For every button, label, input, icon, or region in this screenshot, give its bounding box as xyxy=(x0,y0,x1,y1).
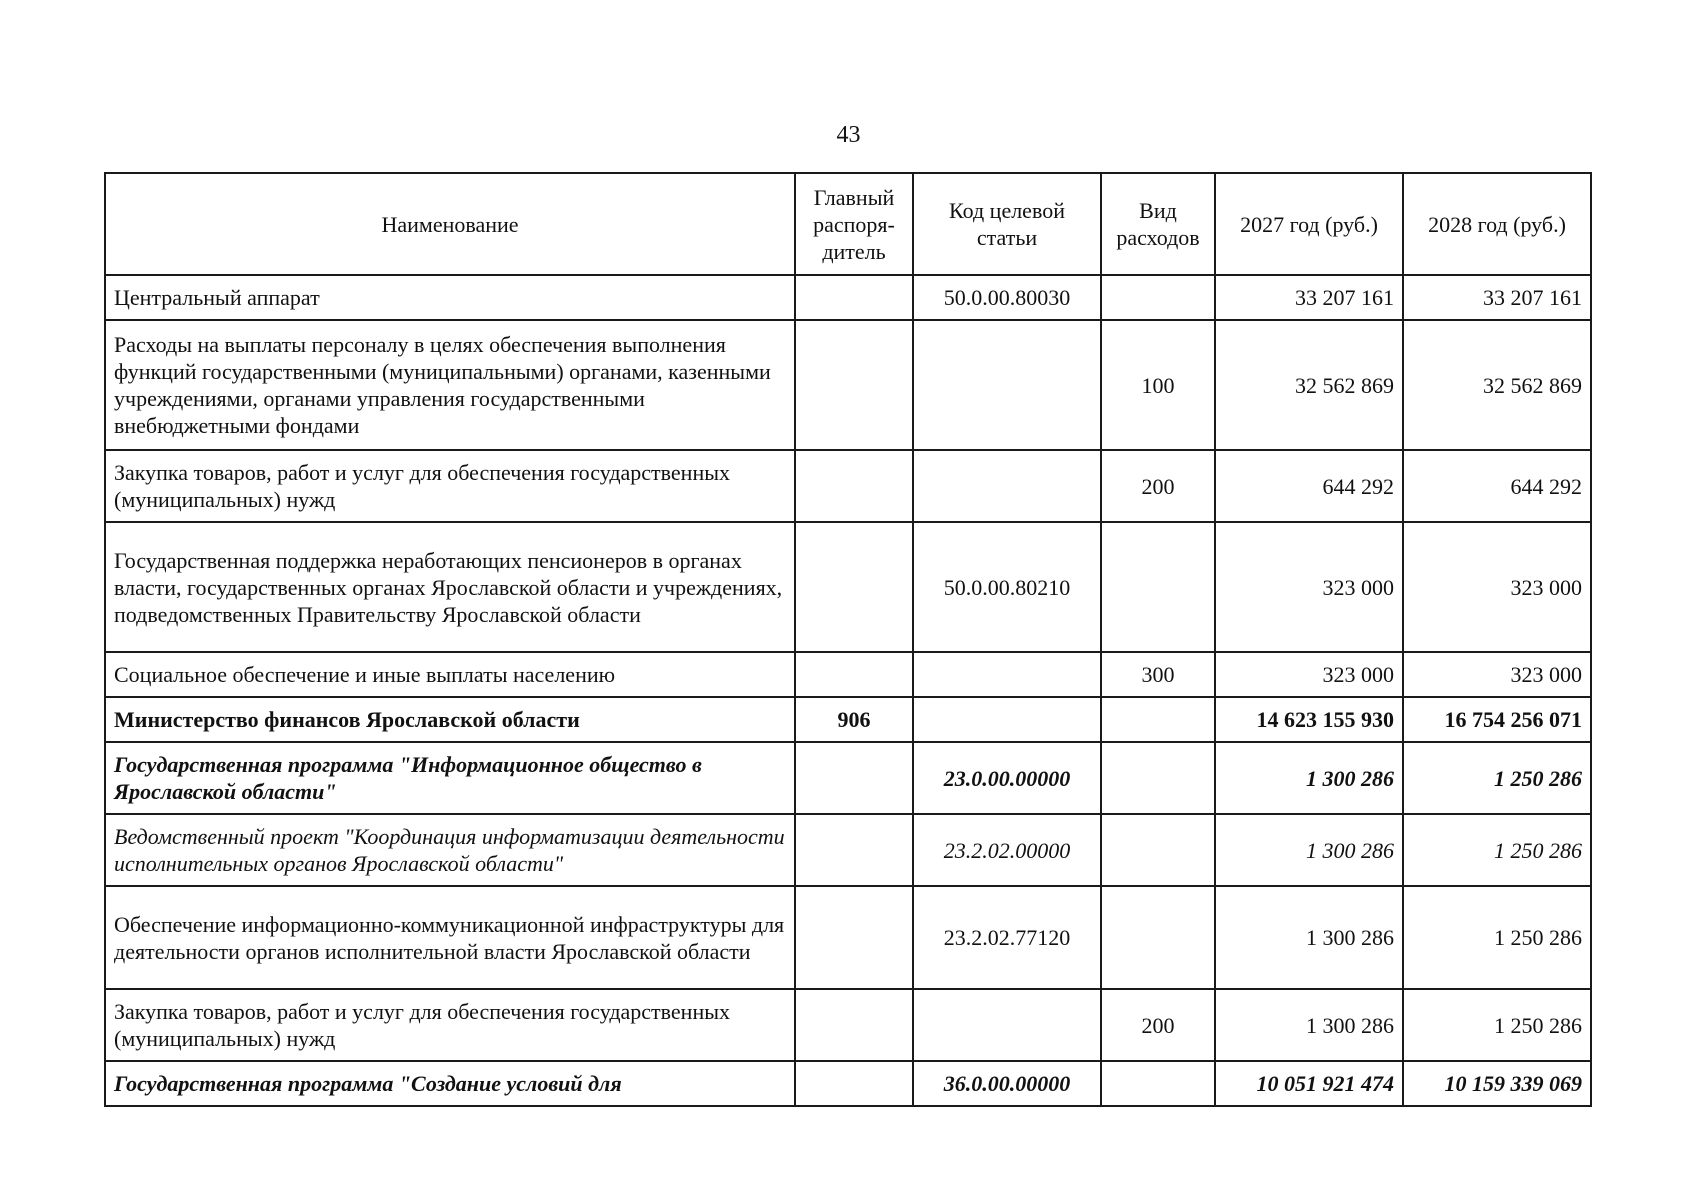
table-header-row xyxy=(105,173,1591,275)
cell-kod xyxy=(913,697,1101,742)
cell-name: Обеспечение информационно-коммуникационной инфраструктуры для деятельности органов исполнительной власти Ярославской области xyxy=(105,886,795,989)
table-row xyxy=(105,886,1591,989)
cell-kod: 36.0.00.00000 xyxy=(913,1061,1101,1106)
cell-2027: 10 051 921 474 xyxy=(1215,1061,1403,1106)
table-row xyxy=(105,1061,1591,1106)
cell-2027: 323 000 xyxy=(1215,652,1403,697)
table-row xyxy=(105,742,1591,814)
cell-2028: 32 562 869 xyxy=(1403,320,1591,450)
cell-2028: 1 250 286 xyxy=(1403,989,1591,1061)
cell-2027: 1 300 286 xyxy=(1215,886,1403,989)
cell-2027: 323 000 xyxy=(1215,522,1403,652)
table-row xyxy=(105,814,1591,886)
cell-2028: 1 250 286 xyxy=(1403,814,1591,886)
cell-name: Социальное обеспечение и иные выплаты населению xyxy=(105,652,795,697)
cell-glav xyxy=(795,275,913,320)
cell-name: Государственная программа "Создание условий для xyxy=(105,1061,795,1106)
cell-kod: 23.2.02.00000 xyxy=(913,814,1101,886)
cell-vid: 300 xyxy=(1101,652,1215,697)
header-kod: Код целевой статьи xyxy=(913,173,1101,275)
cell-kod xyxy=(913,450,1101,522)
cell-name: Расходы на выплаты персоналу в целях обеспечения выполнения функций государственными (муниципальными) органами, казенными учреждениями, органами управления государственными внебюджетными фондами xyxy=(105,320,795,450)
cell-glav xyxy=(795,1061,913,1106)
budget-table xyxy=(104,172,1592,1107)
header-2028: 2028 год (руб.) xyxy=(1403,173,1591,275)
cell-glav xyxy=(795,814,913,886)
cell-vid xyxy=(1101,1061,1215,1106)
cell-glav xyxy=(795,652,913,697)
cell-glav xyxy=(795,989,913,1061)
cell-vid: 200 xyxy=(1101,450,1215,522)
cell-2027: 33 207 161 xyxy=(1215,275,1403,320)
cell-2027: 1 300 286 xyxy=(1215,989,1403,1061)
cell-name: Центральный аппарат xyxy=(105,275,795,320)
cell-vid xyxy=(1101,886,1215,989)
cell-name: Закупка товаров, работ и услуг для обеспечения государственных (муниципальных) нужд xyxy=(105,450,795,522)
cell-vid xyxy=(1101,275,1215,320)
cell-vid xyxy=(1101,522,1215,652)
table-row xyxy=(105,320,1591,450)
cell-2028: 323 000 xyxy=(1403,522,1591,652)
cell-vid xyxy=(1101,697,1215,742)
header-glav: Главный распоря-дитель xyxy=(795,173,913,275)
cell-2028: 33 207 161 xyxy=(1403,275,1591,320)
cell-glav xyxy=(795,742,913,814)
cell-kod: 50.0.00.80210 xyxy=(913,522,1101,652)
table-row xyxy=(105,697,1591,742)
cell-name: Государственная поддержка неработающих пенсионеров в органах власти, государственных органах Ярославской области и учреждениях, подведомственных Правительству Ярославской области xyxy=(105,522,795,652)
cell-vid xyxy=(1101,742,1215,814)
cell-kod: 23.2.02.77120 xyxy=(913,886,1101,989)
cell-2027: 32 562 869 xyxy=(1215,320,1403,450)
cell-vid: 200 xyxy=(1101,989,1215,1061)
cell-2028: 16 754 256 071 xyxy=(1403,697,1591,742)
header-vid: Вид расходов xyxy=(1101,173,1215,275)
cell-glav xyxy=(795,450,913,522)
table-row xyxy=(105,522,1591,652)
table-row xyxy=(105,652,1591,697)
cell-2027: 1 300 286 xyxy=(1215,814,1403,886)
cell-glav: 906 xyxy=(795,697,913,742)
cell-2027: 14 623 155 930 xyxy=(1215,697,1403,742)
cell-name: Ведомственный проект "Координация информатизации деятельности исполнительных органов Ярославской области" xyxy=(105,814,795,886)
cell-2027: 1 300 286 xyxy=(1215,742,1403,814)
cell-kod xyxy=(913,989,1101,1061)
header-2027: 2027 год (руб.) xyxy=(1215,173,1403,275)
cell-name: Государственная программа "Информационное общество в Ярославской области" xyxy=(105,742,795,814)
header-name: Наименование xyxy=(105,173,795,275)
table-row xyxy=(105,989,1591,1061)
page-number: 43 xyxy=(836,122,861,148)
cell-kod: 50.0.00.80030 xyxy=(913,275,1101,320)
cell-2028: 644 292 xyxy=(1403,450,1591,522)
cell-2028: 323 000 xyxy=(1403,652,1591,697)
cell-2027: 644 292 xyxy=(1215,450,1403,522)
cell-2028: 1 250 286 xyxy=(1403,886,1591,989)
cell-kod xyxy=(913,320,1101,450)
cell-glav xyxy=(795,886,913,989)
cell-name: Закупка товаров, работ и услуг для обеспечения государственных (муниципальных) нужд xyxy=(105,989,795,1061)
cell-name: Министерство финансов Ярославской области xyxy=(105,697,795,742)
cell-vid xyxy=(1101,814,1215,886)
cell-vid: 100 xyxy=(1101,320,1215,450)
cell-2028: 1 250 286 xyxy=(1403,742,1591,814)
table-row xyxy=(105,275,1591,320)
cell-kod xyxy=(913,652,1101,697)
cell-glav xyxy=(795,320,913,450)
cell-2028: 10 159 339 069 xyxy=(1403,1061,1591,1106)
cell-glav xyxy=(795,522,913,652)
cell-kod: 23.0.00.00000 xyxy=(913,742,1101,814)
table-row xyxy=(105,450,1591,522)
